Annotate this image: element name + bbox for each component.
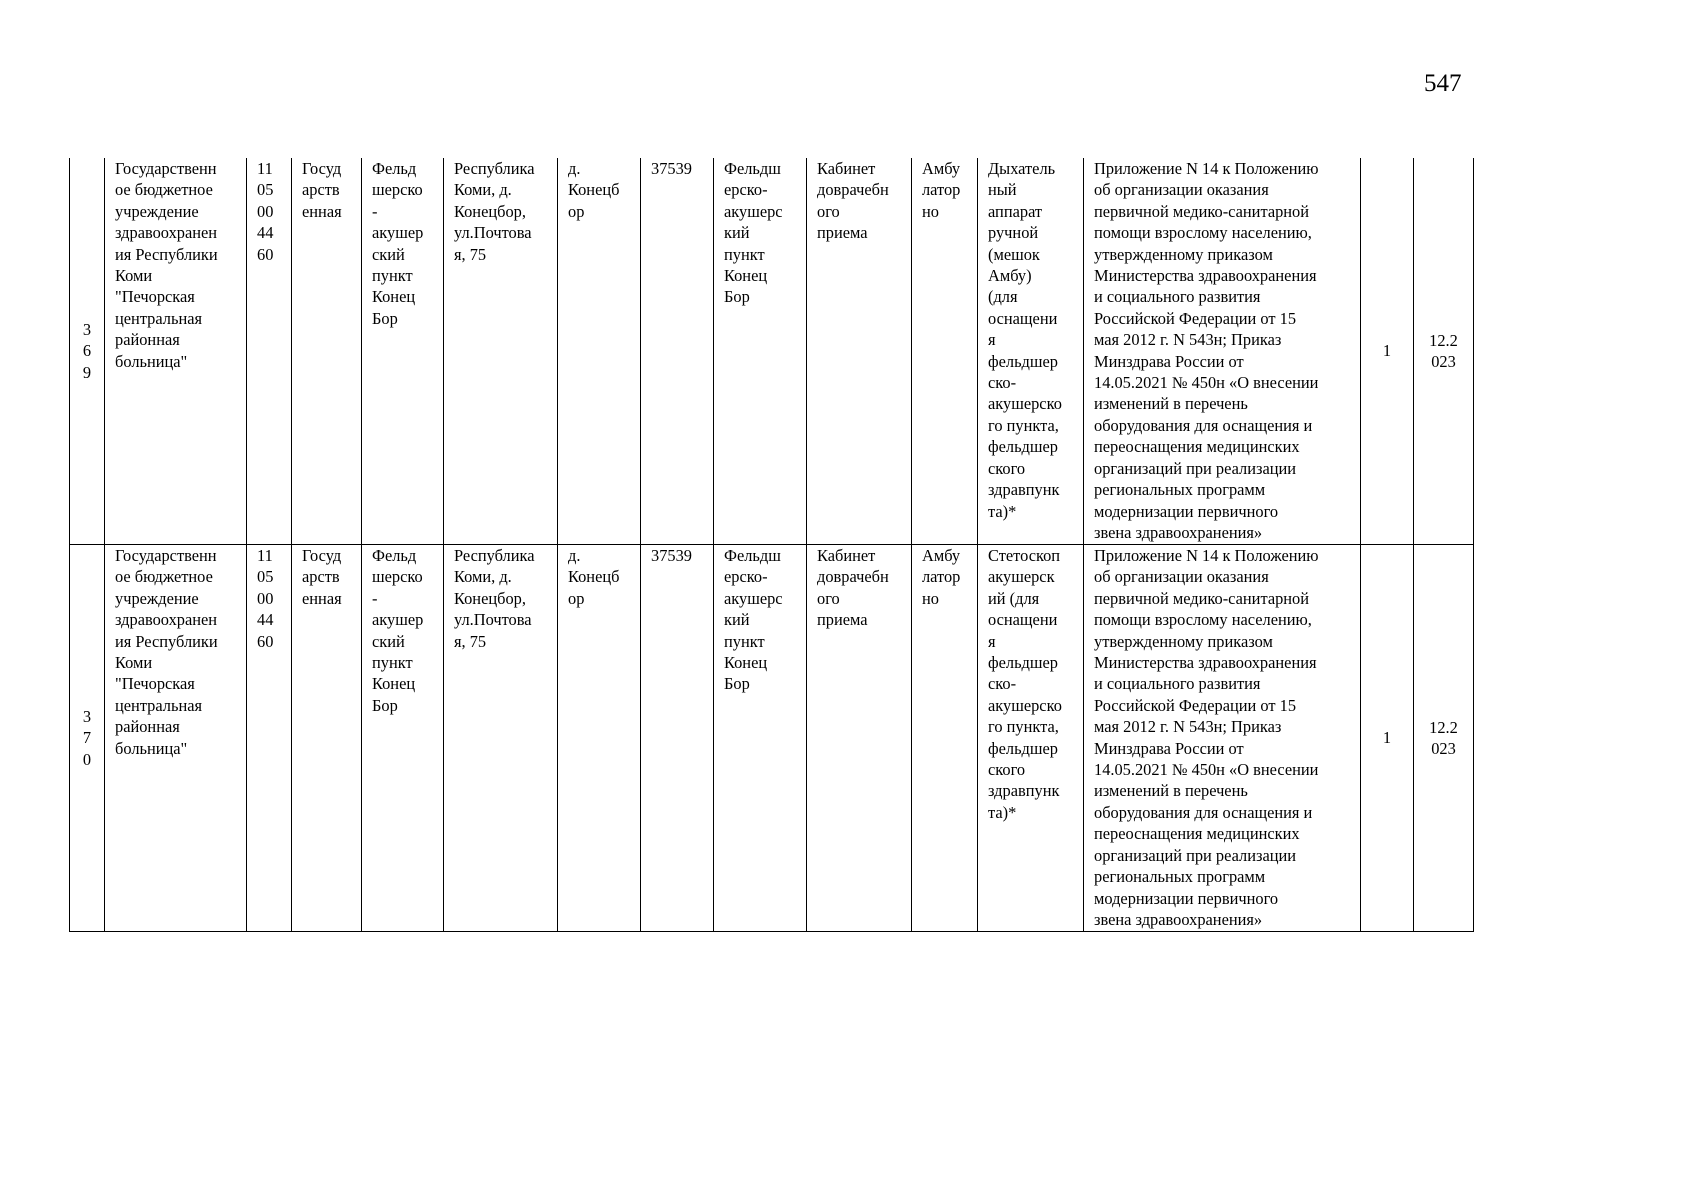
ownership-form-cell (292, 545, 362, 932)
legal-basis-line: организаций при реализации (1094, 458, 1297, 478)
legal-basis-line: модернизации первичного (1094, 888, 1279, 908)
facility-type-line: Бор (372, 308, 398, 328)
facility-type-line: пункт (372, 266, 413, 286)
legal-basis-line: переоснащения медицинских (1094, 824, 1300, 844)
unit-cell (714, 158, 807, 545)
facility-type-line: Конец (372, 674, 416, 694)
organization-line: ое бюджетное (115, 567, 213, 587)
locality-line: ор (568, 588, 585, 608)
legal-basis-line: помощи взрослому населению, (1094, 610, 1312, 630)
facility-type-line: Бор (372, 695, 398, 715)
facility-type-line: Фельд (372, 159, 417, 178)
quantity-value: 1 (1382, 728, 1392, 748)
organization-line: районная (115, 330, 180, 350)
legal-basis-line: и социального развития (1094, 287, 1261, 307)
address-line: Республика (454, 159, 535, 178)
unit-line: ерско- (724, 567, 768, 587)
legal-basis-line: организаций при реализации (1094, 845, 1297, 865)
equipment-cell (978, 158, 1084, 545)
quantity-value: 1 (1382, 341, 1392, 361)
date-cell (1414, 545, 1474, 932)
organization-line: центральная (115, 695, 203, 715)
address-line: Коми, д. (454, 180, 512, 200)
address-cell (444, 545, 558, 932)
care-mode-line: латор (922, 180, 961, 200)
legal-basis-line: мая 2012 г. N 543н; Приказ (1094, 717, 1282, 737)
organization-line: Коми (115, 653, 153, 673)
table-row (70, 545, 1474, 932)
legal-basis-line: модернизации первичного (1094, 501, 1279, 521)
legal-basis-line: и социального развития (1094, 674, 1261, 694)
legal-basis-line: помощи взрослому населению, (1094, 223, 1312, 243)
locality-line: Конецб (568, 567, 620, 587)
facility-type-cell (362, 158, 444, 545)
ownership-form-line: Госуд (302, 546, 342, 565)
unit-line: Фельдш (724, 546, 781, 565)
table-row (70, 158, 1474, 545)
legal-basis-line: изменений в перечень (1094, 781, 1248, 801)
unit-line: акушерс (724, 588, 783, 608)
oktmo-value: 37539 (651, 159, 692, 178)
legal-basis-line: Приложение N 14 к Положению (1094, 546, 1319, 565)
ownership-form-line: енная (302, 588, 342, 608)
equipment-line: фельдшер (988, 437, 1058, 457)
organization-line: больница" (115, 351, 188, 371)
equipment-table (69, 158, 1474, 932)
legal-basis-line: мая 2012 г. N 543н; Приказ (1094, 330, 1282, 350)
unit-line: пункт (724, 631, 765, 651)
address-line: я, 75 (454, 631, 487, 651)
legal-basis-line: Министерства здравоохранения (1094, 653, 1317, 673)
organization-line: Государственн (115, 546, 217, 565)
code-line: 00 (257, 201, 274, 221)
legal-basis-line: переоснащения медицинских (1094, 437, 1300, 457)
equipment-line: фельдшер (988, 738, 1058, 758)
organization-line: центральная (115, 308, 203, 328)
facility-type-line: акушер (372, 610, 424, 630)
room-line: приема (817, 610, 868, 630)
organization-line: районная (115, 717, 180, 737)
unit-line: Конец (724, 653, 768, 673)
legal-basis-line: региональных программ (1094, 480, 1266, 500)
care-mode-line: латор (922, 567, 961, 587)
legal-basis-line: Приложение N 14 к Положению (1094, 159, 1319, 178)
facility-type-cell (362, 545, 444, 932)
unit-line: Бор (724, 287, 750, 307)
locality-line: д. (568, 159, 581, 178)
care-mode-line: но (922, 201, 939, 221)
equipment-line: оснащени (988, 610, 1058, 630)
equipment-line: го пункта, (988, 717, 1059, 737)
organization-line: "Печорская (115, 287, 195, 307)
organization-line: ия Республики (115, 244, 218, 264)
organization-line: Коми (115, 266, 153, 286)
unit-line: Конец (724, 266, 768, 286)
room-cell (807, 158, 912, 545)
legal-basis-line: Министерства здравоохранения (1094, 266, 1317, 286)
facility-type-line: шерско (372, 180, 423, 200)
room-line: ого (817, 201, 840, 221)
legal-basis-line: Минздрава России от (1094, 738, 1244, 758)
care-mode-line: но (922, 588, 939, 608)
address-line: ул.Почтова (454, 223, 532, 243)
code-line: 05 (257, 180, 274, 200)
room-line: ого (817, 588, 840, 608)
facility-type-line: Фельд (372, 546, 417, 565)
legal-basis-line: утвержденному приказом (1094, 631, 1273, 651)
row-number-cell (70, 158, 105, 545)
legal-basis-line: об организации оказания (1094, 180, 1269, 200)
equipment-line: ий (для (988, 588, 1040, 608)
care-mode-cell (912, 545, 978, 932)
equipment-line: (для (988, 287, 1018, 307)
legal-basis-line: оборудования для оснащения и (1094, 415, 1313, 435)
code-cell (247, 545, 292, 932)
unit-line: ерско- (724, 180, 768, 200)
locality-line: Конецб (568, 180, 620, 200)
equipment-line: ского (988, 760, 1026, 780)
legal-basis-line: первичной медико-санитарной (1094, 201, 1310, 221)
row-number-line: 9 (82, 362, 92, 382)
code-line: 00 (257, 588, 274, 608)
legal-basis-line: об организации оказания (1094, 567, 1269, 587)
room-line: доврачебн (817, 180, 889, 200)
unit-line: кий (724, 610, 750, 630)
legal-basis-cell (1084, 545, 1361, 932)
facility-type-line: пункт (372, 653, 413, 673)
address-line: Коми, д. (454, 567, 512, 587)
date-line: 023 (1431, 739, 1456, 758)
equipment-line: акушерско (988, 695, 1062, 715)
unit-cell (714, 545, 807, 932)
legal-basis-line: звена здравоохранения» (1094, 522, 1263, 542)
address-line: Республика (454, 546, 535, 565)
facility-type-line: Конец (372, 287, 416, 307)
equipment-line: Стетоскоп (988, 546, 1061, 565)
date-line: 023 (1431, 352, 1456, 371)
ownership-form-line: арств (302, 567, 340, 587)
code-line: 44 (257, 610, 274, 630)
date-line: 12.2 (1429, 717, 1458, 737)
code-cell (247, 158, 292, 545)
legal-basis-line: 14.05.2021 № 450н «О внесении (1094, 760, 1319, 780)
care-mode-line: Амбу (922, 159, 961, 178)
room-line: Кабинет (817, 159, 876, 178)
page-number: 547 (1424, 70, 1462, 97)
address-line: я, 75 (454, 244, 487, 264)
unit-line: кий (724, 223, 750, 243)
equipment-line: ручной (988, 223, 1039, 243)
organization-cell (105, 158, 247, 545)
facility-type-line: ский (372, 244, 405, 264)
equipment-line: ный (988, 180, 1017, 200)
locality-line: д. (568, 546, 581, 565)
legal-basis-line: оборудования для оснащения и (1094, 802, 1313, 822)
facility-type-line: ский (372, 631, 405, 651)
equipment-line: ско- (988, 373, 1017, 393)
equipment-line: акушерско (988, 394, 1062, 414)
code-line: 11 (257, 159, 273, 178)
oktmo-cell (641, 545, 714, 932)
facility-type-line: акушер (372, 223, 424, 243)
equipment-line: я (988, 330, 996, 350)
care-mode-line: Амбу (922, 546, 961, 565)
row-number-line: 3 (82, 706, 92, 726)
legal-basis-line: Минздрава России от (1094, 351, 1244, 371)
legal-basis-line: утвержденному приказом (1094, 244, 1273, 264)
organization-line: Государственн (115, 159, 217, 178)
legal-basis-cell (1084, 158, 1361, 545)
row-number-line: 7 (82, 728, 92, 748)
organization-line: учреждение (115, 201, 199, 221)
organization-line: ия Республики (115, 631, 218, 651)
legal-basis-line: Российской Федерации от 15 (1094, 695, 1297, 715)
facility-type-line: - (372, 588, 378, 608)
code-line: 60 (257, 631, 274, 651)
locality-line: ор (568, 201, 585, 221)
row-number-cell (70, 545, 105, 932)
address-line: ул.Почтова (454, 610, 532, 630)
equipment-line: ского (988, 458, 1026, 478)
row-number-line: 3 (82, 319, 92, 339)
unit-line: пункт (724, 244, 765, 264)
room-line: доврачебн (817, 567, 889, 587)
organization-line: здравоохранен (115, 610, 218, 630)
locality-cell (558, 545, 641, 932)
equipment-line: акушерск (988, 567, 1055, 587)
equipment-line: аппарат (988, 201, 1043, 221)
legal-basis-line: 14.05.2021 № 450н «О внесении (1094, 373, 1319, 393)
equipment-line: здравпунк (988, 781, 1060, 801)
care-mode-cell (912, 158, 978, 545)
equipment-line: здравпунк (988, 480, 1060, 500)
equipment-line: та)* (988, 501, 1017, 521)
unit-line: Фельдш (724, 159, 781, 178)
equipment-line: Амбу) (988, 266, 1032, 286)
organization-line: здравоохранен (115, 223, 218, 243)
oktmo-cell (641, 158, 714, 545)
address-cell (444, 158, 558, 545)
equipment-line: я (988, 631, 996, 651)
address-line: Конецбор, (454, 588, 526, 608)
row-number-line: 6 (82, 341, 92, 361)
unit-line: акушерс (724, 201, 783, 221)
facility-type-line: - (372, 201, 378, 221)
room-cell (807, 545, 912, 932)
code-line: 60 (257, 244, 274, 264)
code-line: 44 (257, 223, 274, 243)
unit-line: Бор (724, 674, 750, 694)
organization-line: учреждение (115, 588, 199, 608)
legal-basis-line: Российской Федерации от 15 (1094, 308, 1297, 328)
organization-line: "Печорская (115, 674, 195, 694)
equipment-line: фельдшер (988, 351, 1058, 371)
code-line: 11 (257, 546, 273, 565)
equipment-line: фельдшер (988, 653, 1058, 673)
room-line: Кабинет (817, 546, 876, 565)
legal-basis-line: изменений в перечень (1094, 394, 1248, 414)
locality-cell (558, 158, 641, 545)
equipment-line: оснащени (988, 308, 1058, 328)
equipment-line: Дыхатель (988, 159, 1056, 178)
ownership-form-line: арств (302, 180, 340, 200)
equipment-cell (978, 545, 1084, 932)
room-line: приема (817, 223, 868, 243)
organization-line: больница" (115, 738, 188, 758)
quantity-cell (1361, 158, 1414, 545)
legal-basis-line: звена здравоохранения» (1094, 909, 1263, 929)
legal-basis-line: первичной медико-санитарной (1094, 588, 1310, 608)
organization-line: ое бюджетное (115, 180, 213, 200)
address-line: Конецбор, (454, 201, 526, 221)
oktmo-value: 37539 (651, 546, 692, 565)
equipment-line: го пункта, (988, 415, 1059, 435)
ownership-form-line: енная (302, 201, 342, 221)
quantity-cell (1361, 545, 1414, 932)
equipment-line: ско- (988, 674, 1017, 694)
equipment-line: (мешок (988, 244, 1040, 264)
equipment-line: та)* (988, 802, 1017, 822)
facility-type-line: шерско (372, 567, 423, 587)
organization-cell (105, 545, 247, 932)
table-body (70, 158, 1474, 932)
row-number-line: 0 (82, 749, 92, 769)
ownership-form-cell (292, 158, 362, 545)
date-cell (1414, 158, 1474, 545)
ownership-form-line: Госуд (302, 159, 342, 178)
date-line: 12.2 (1429, 330, 1458, 350)
code-line: 05 (257, 567, 274, 587)
legal-basis-line: региональных программ (1094, 867, 1266, 887)
